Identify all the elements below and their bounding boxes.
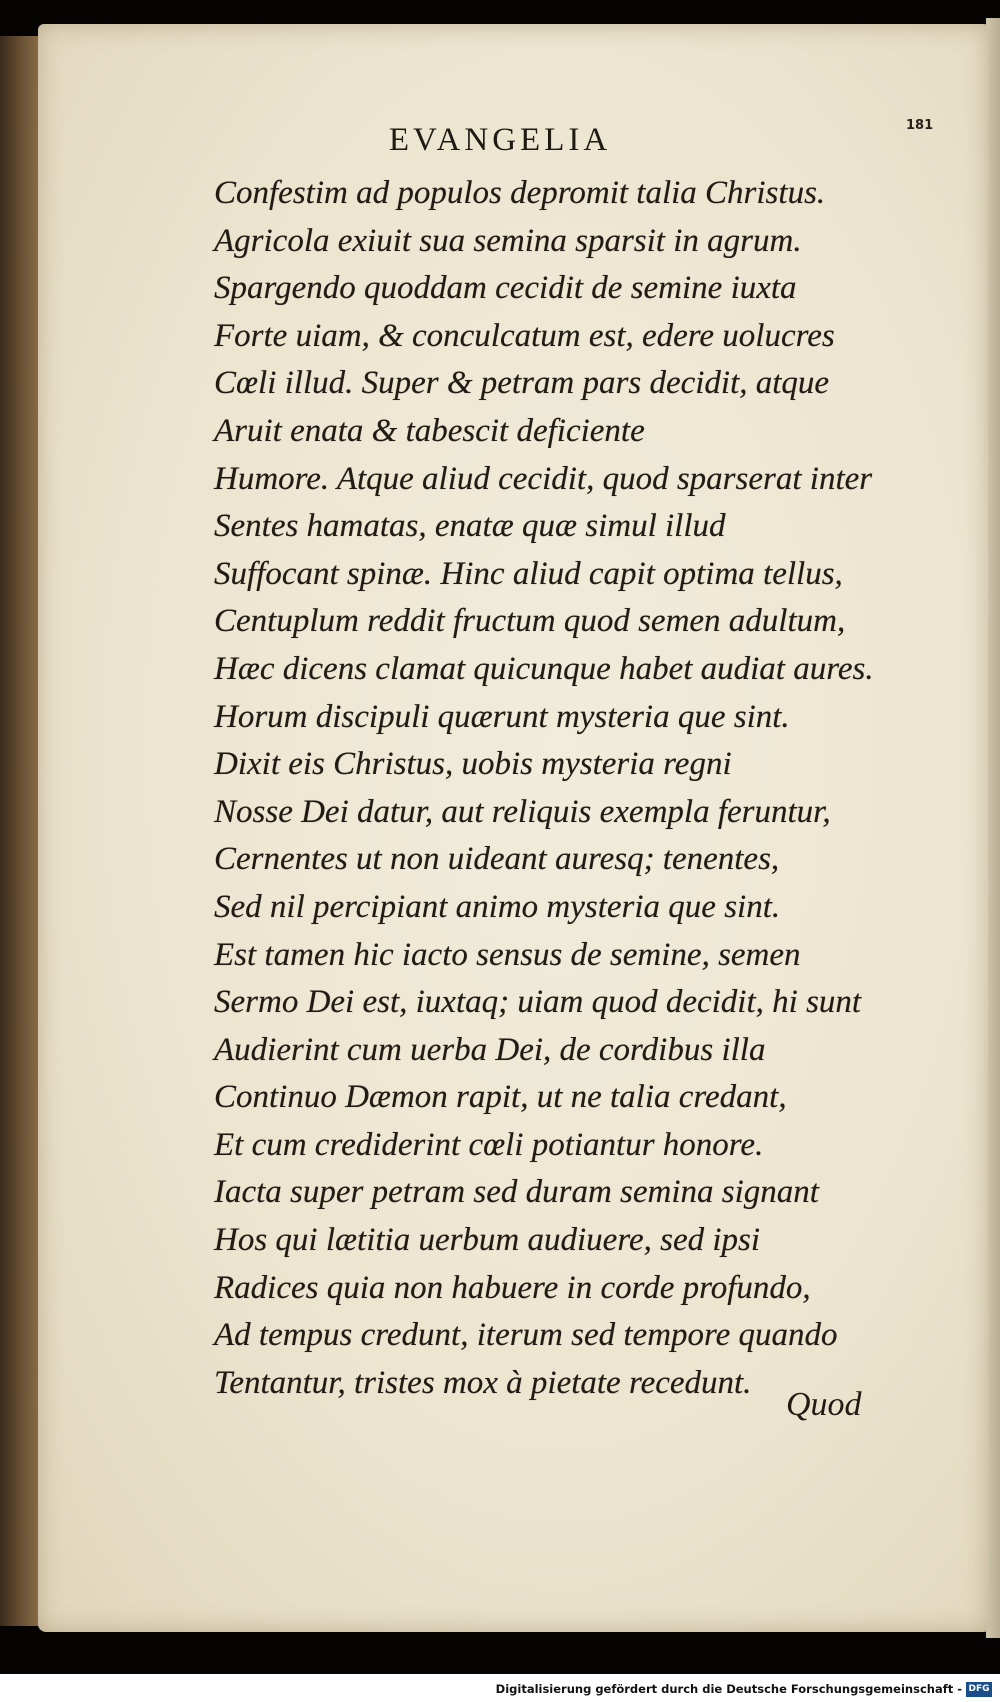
verse-line: Dixit eis Christus, uobis mysteria regni [214,746,732,783]
verse-line: Tentantur, tristes mox à pietate recedunt. [214,1364,752,1401]
verse-text-block [214,170,934,1407]
verse-line: Horum discipuli quærunt mysteria que sint. [214,698,790,735]
verse-line: Sentes hamatas, enatæ quæ simul illud [214,508,726,545]
facing-page-edge [986,18,1000,1638]
verse-line: Spargendo quoddam cecidit de semine iuxta [214,270,797,307]
verse-line: Aruit enata & tabescit deficiente [214,412,645,449]
verse-line: Suffocant spinæ. Hinc aliud capit optima tellus, [214,555,843,592]
running-head: EVANGELIA [388,122,612,158]
footer-bar [0,1674,1000,1702]
verse-line: Cœli illud. Super & petram pars decidit, atque [214,365,830,402]
dfg-logo: DFG [966,1682,992,1697]
verse-line: Sed nil percipiant animo mysteria que sint. [214,888,781,925]
book-spine [0,36,40,1626]
verse-line: Audierint cum uerba Dei, de cordibus illa [214,1031,766,1068]
verse-line: Hos qui lætitia uerbum audiuere, sed ipsi [214,1222,761,1259]
verse-line: Agricola exiuit sua semina sparsit in agrum. [214,222,802,259]
verse-line: Ad tempus credunt, iterum sed tempore quando [214,1317,838,1354]
verse-line: Forte uiam, & conculcatum est, edere uolucres [214,317,835,354]
verse-line: Confestim ad populos depromit talia Christus. [214,175,826,211]
catchword: Quod [786,1386,862,1423]
verse-line: Radices quia non habuere in corde profundo, [214,1269,811,1306]
verse-line: Centuplum reddit fructum quod semen adultum, [214,603,846,640]
folio-mark: 181 [906,118,934,133]
verse-line: Et cum crediderint cœli potiantur honore. [214,1126,764,1163]
verse-line: Iacta super petram sed duram semina signant [214,1174,819,1211]
verse-line: Est tamen hic iacto sensus de semine, semen [214,936,801,973]
funding-credit: Digitalisierung gefördert durch die Deutsche Forschungsgemeinschaft - [495,1682,962,1696]
verse-line: Hæc dicens clamat quicunque habet audiat aures. [214,650,874,687]
verse-line: Sermo Dei est, iuxtaq; uiam quod decidit, hi sunt [214,984,862,1021]
verse-line: Nosse Dei datur, aut reliquis exempla feruntur, [214,793,831,830]
verse-line: Humore. Atque aliud cecidit, quod sparserat inter [214,460,873,497]
verse-line: Cernentes ut non uideant auresq; tenentes, [214,841,780,878]
verse-line: Continuo Dæmon rapit, ut ne talia credant, [214,1079,787,1116]
